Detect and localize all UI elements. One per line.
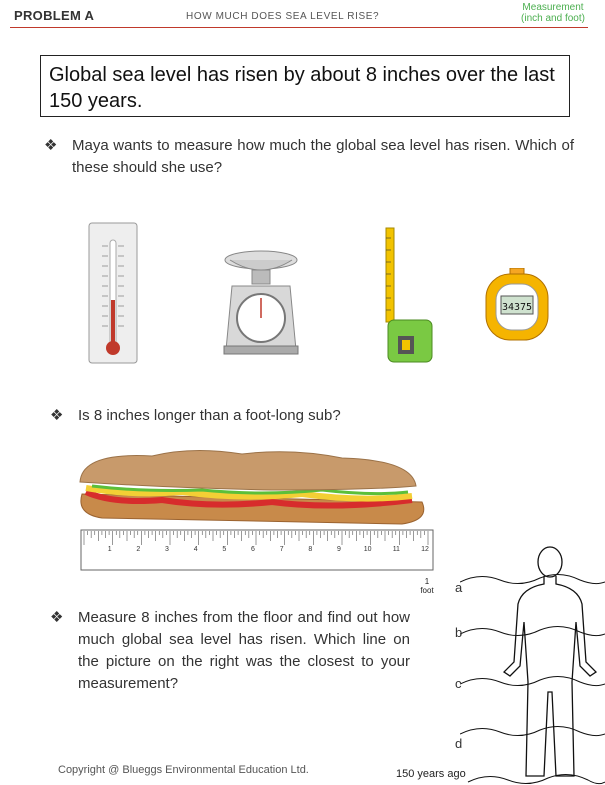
header-divider [10, 27, 588, 28]
sub-sandwich-icon [72, 446, 434, 528]
ruler-tick-label: 10 [363, 546, 372, 553]
worksheet-title: HOW MUCH DOES SEA LEVEL RISE? [186, 11, 380, 22]
ruler-tick-label: 1 [107, 546, 112, 553]
ruler-tick-label: 9 [337, 546, 341, 553]
ruler-tick-label: 3 [165, 546, 169, 553]
ruler-tick-label: 11 [392, 546, 400, 553]
human-figure-icon [460, 542, 605, 785]
ruler-icon [80, 529, 436, 573]
line-label-a: a [455, 580, 463, 595]
ruler-unit-number: 1 [424, 577, 430, 586]
topic-label [508, 2, 598, 24]
question-2-text: Is 8 inches longer than a foot-long sub? [78, 407, 341, 424]
ruler-tick-label: 7 [279, 546, 284, 553]
ruler-tick-label: 4 [193, 546, 198, 553]
kitchen-scale-icon [222, 246, 300, 356]
topic-line1: Measurement [522, 2, 584, 13]
ruler-unit-label [414, 577, 440, 595]
question-2 [50, 405, 450, 427]
figure-caption: 150 years ago [396, 768, 466, 780]
ruler-tick-label: 6 [251, 546, 255, 553]
ruler-tick-label: 8 [308, 546, 313, 553]
problem-label: PROBLEM A [14, 8, 95, 23]
question-1-text: Maya wants to measure how much the global sea level has risen. Which of these should she use? [72, 137, 574, 176]
question-1 [44, 135, 574, 179]
stopwatch-icon [484, 268, 550, 344]
line-label-c: c [455, 676, 462, 691]
question-3 [50, 607, 410, 695]
thermometer-icon [88, 222, 138, 364]
tape-measure-icon [380, 226, 440, 364]
question-3-text: Measure 8 inches from the floor and find out how much global sea level has risen. Which line on the picture on the right was the closest to your measurement? [78, 609, 410, 692]
ruler-tick-label: 5 [222, 546, 227, 553]
diamond-bullet-icon: ❖ [44, 137, 58, 154]
ruler-unit-word: foot [420, 586, 434, 595]
line-label-d: d [455, 736, 463, 751]
diamond-bullet-icon: ❖ [50, 407, 64, 424]
copyright-text: Copyright @ Blueggs Environmental Education Ltd. [58, 764, 309, 776]
topic-line2: (inch and foot) [521, 13, 585, 24]
statement-box: Global sea level has risen by about 8 inches over the last 150 years. [40, 55, 570, 117]
ruler-tick-label: 2 [136, 546, 141, 553]
line-label-b: b [455, 625, 463, 640]
diamond-bullet-icon: ❖ [50, 609, 64, 626]
ruler-tick-label: 12 [421, 546, 429, 553]
stopwatch-display: 34375 [501, 302, 533, 313]
